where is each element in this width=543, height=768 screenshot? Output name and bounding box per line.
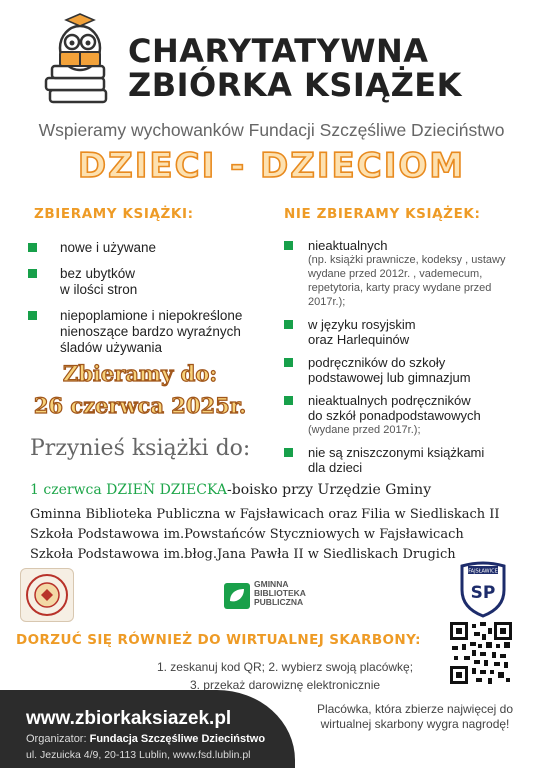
organizer-line: Organizator: Fundacja Szczęśliwe Dzieciństwo	[26, 733, 266, 745]
school-sp-shield-logo-icon	[458, 560, 508, 618]
owl-reading-books-logo-icon	[36, 12, 116, 112]
green-square-bullet-icon	[284, 320, 293, 329]
prize-note: Placówka, która zbierze najwięcej do wirtualnej skarbony wygra nagrodę!	[316, 702, 514, 731]
childrens-day-highlight: 1 czerwca DZIEŃ DZIECKA	[30, 482, 227, 498]
not-collect-item: w języku rosyjskim oraz Harlequinów	[284, 317, 524, 347]
green-square-bullet-icon	[284, 358, 293, 367]
slogan: DZIECI - DZIECIOM	[77, 146, 466, 186]
location-line-3: Szkoła Podstawowa im.Powstańców Styczniowych w Fajsławicach	[30, 527, 464, 542]
school-emblem-logo-icon	[20, 568, 74, 622]
collect-item: bez ubytków w ilości stron	[28, 266, 268, 298]
not-collect-item: nie są zniszczonymi książkami dla dzieci	[284, 445, 524, 475]
locations-heading: Przynieś książki do:	[30, 436, 251, 461]
deadline	[10, 358, 270, 422]
organizer-name: Fundacja Szczęśliwe Dzieciństwo	[89, 733, 266, 745]
collect-list	[28, 240, 268, 366]
virtual-bank-heading: DORZUĆ SIĘ RÓWNIEŻ DO WIRTUALNEJ SKARBONY:	[16, 632, 421, 648]
school-emblem-icon	[21, 569, 73, 621]
library-logo	[224, 580, 330, 614]
shield-initials: SP	[470, 583, 496, 603]
leaf-icon	[224, 583, 250, 609]
shield-top-text: FAJSŁAWICE	[468, 568, 498, 575]
green-square-bullet-icon	[284, 396, 293, 405]
library-leaf-icon	[224, 583, 250, 609]
subtitle: Wspieramy wychowanków Fundacji Szczęśliwe Dzieciństwo	[38, 120, 505, 140]
not-collect-list	[284, 238, 524, 483]
qr-code-icon[interactable]	[450, 622, 512, 684]
library-name: GMINNA BIBLIOTEKA PUBLICZNA	[254, 579, 306, 607]
location-line-1: 1 czerwca DZIEŃ DZIECKA-boisko przy Urzędzie Gminy	[30, 482, 432, 498]
website-link[interactable]: www.zbiorkaksiazek.pl	[26, 708, 232, 729]
collect-heading: ZBIERAMY KSIĄŻKI:	[34, 206, 194, 222]
green-square-bullet-icon	[28, 311, 37, 320]
not-collect-item: podręczników do szkoły podstawowej lub gimnazjum	[284, 355, 524, 385]
organizer-address: ul. Jezuicka 4/9, 20-113 Lublin, www.fsd.lublin.pl	[26, 749, 251, 761]
not-collect-item: nieaktualnych (np. książki prawnicze, kodeksy , ustawy wydane przed 2012r. , vademecum, repetytoria, karty pracy wydane przed 2017r.);	[284, 238, 524, 309]
location-line-2: Gminna Biblioteka Publiczna w Fajsławicach oraz Filia w Siedliskach II	[30, 507, 500, 522]
green-square-bullet-icon	[28, 243, 37, 252]
not-collect-heading: NIE ZBIERAMY KSIĄŻEK:	[284, 206, 481, 222]
not-collect-item: nieaktualnych podręczników do szkół ponadpodstawowych (wydane przed 2017r.);	[284, 393, 524, 437]
location-line-4: Szkoła Podstawowa im.błog.Jana Pawła II w Siedliskach Drugich	[30, 547, 456, 562]
virtual-steps-line-2: 3. przekaż darowiznę elektronicznie	[189, 678, 381, 692]
poster-title	[128, 34, 528, 102]
collect-item: niepoplamione i niepokreślone nienoszące bardzo wyraźnych śladów używania	[28, 308, 268, 356]
virtual-steps-line-1: 1. zeskanuj kod QR; 2. wybierz swoją placówkę;	[156, 660, 414, 674]
collect-item: nowe i używane	[28, 240, 268, 256]
green-square-bullet-icon	[284, 448, 293, 457]
deadline-date: 26 czerwca 2025r.	[33, 393, 247, 418]
title-line-1: CHARYTATYWNA	[128, 32, 429, 70]
deadline-label: Zbieramy do:	[62, 361, 218, 386]
green-square-bullet-icon	[28, 269, 37, 278]
title-line-2: ZBIÓRKA KSIĄŻEK	[128, 66, 462, 104]
green-square-bullet-icon	[284, 241, 293, 250]
